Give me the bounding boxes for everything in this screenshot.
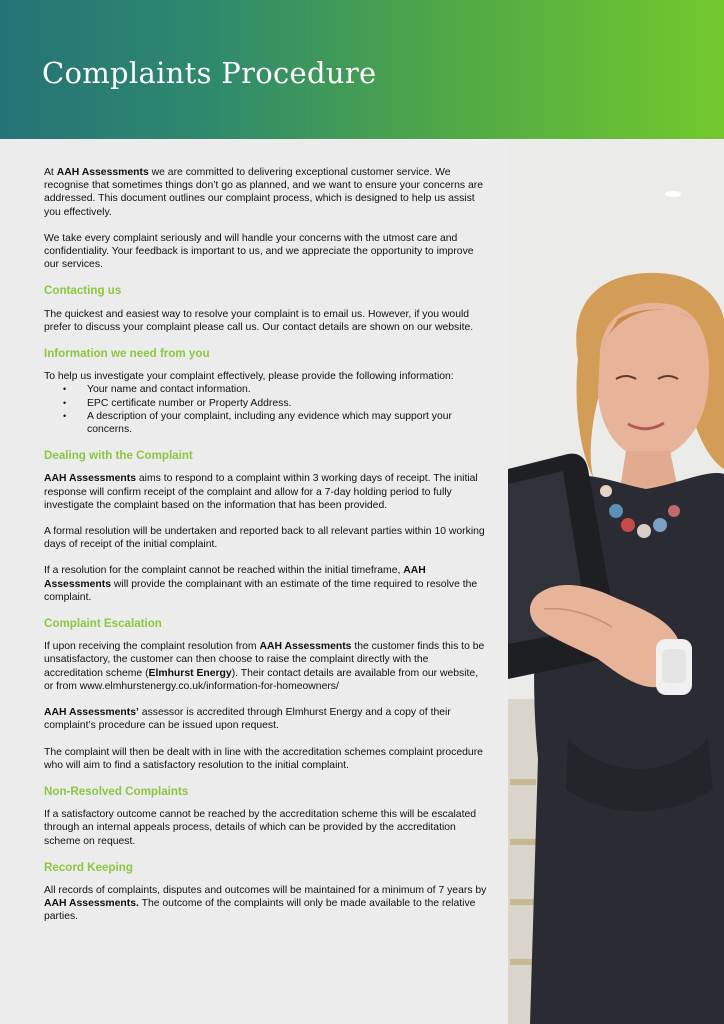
dealing-paragraph-2: A formal resolution will be undertaken and reported back to all relevant parties within 10 working days of receipt of the initial complaint. bbox=[44, 526, 485, 551]
section-heading-dealing: Dealing with the Complaint bbox=[44, 449, 193, 463]
header-banner bbox=[0, 0, 724, 139]
section-heading-nonresolved: Non-Resolved Complaints bbox=[44, 784, 189, 798]
section-heading-information: Information we need from you bbox=[44, 347, 210, 361]
list-item: • EPC certificate number or Property Address. bbox=[44, 397, 490, 410]
intro-paragraph-2: We take every complaint seriously and will handle your concerns with the utmost care and confidentiality. Your feedback is important to us, and we appreciate the opportunity to improve our services. bbox=[44, 232, 474, 271]
contacting-paragraph: The quickest and easiest way to resolve your complaint is to email us. However, if you would prefer to discuss your complaint please call us. Our contact details are shown on our website. bbox=[44, 308, 474, 333]
complaints-document bbox=[44, 166, 490, 937]
section-heading-escalation: Complaint Escalation bbox=[44, 617, 162, 631]
information-intro: To help us investigate your complaint effectively, please provide the following information: bbox=[44, 371, 454, 383]
escalation-paragraph-2: AAH Assessments’ assessor is accredited through Elmhurst Energy and a copy of their complaint’s procedure can be issued upon request. bbox=[44, 707, 451, 732]
section-heading-records: Record Keeping bbox=[44, 860, 133, 874]
company-name: AAH Assessments bbox=[56, 167, 149, 178]
list-item: • A description of your complaint, including any evidence which may support your concerns. bbox=[44, 410, 490, 436]
list-item: • Your name and contact information. bbox=[44, 383, 490, 396]
information-list bbox=[44, 383, 490, 436]
escalation-paragraph-1: If upon receiving the complaint resolution from AAH Assessments the customer finds this to be unsatisfactory, the customer can then choose to raise the complaint directly with the accreditation scheme (Elmhurst Energy). Their contact details are available from our website, or from www.elmhurstenergy.co.uk/information-for-homeowners/ bbox=[44, 641, 485, 692]
assessor-photo bbox=[508, 139, 724, 1024]
records-paragraph: All records of complaints, disputes and outcomes will be maintained for a minimum of 7 years by AAH Assessments. The outcome of the complaints will only be made available to the relative parties. bbox=[44, 884, 487, 923]
section-heading-contacting: Contacting us bbox=[44, 284, 122, 298]
nonresolved-paragraph: If a satisfactory outcome cannot be reached by the accreditation scheme this will be escalated through an internal appeals process, details of which can be provided by the accreditation scheme on request. bbox=[44, 809, 477, 847]
escalation-paragraph-3: The complaint will then be dealt with in line with the accreditation schemes complaint procedure who will aim to find a satisfactory resolution to the initial complaint. bbox=[44, 746, 483, 771]
dealing-paragraph-3: If a resolution for the complaint cannot be reached within the initial timeframe, AAH Assessments will provide the complainant with an estimate of the time required to resolve the complaint. bbox=[44, 565, 478, 603]
page-title: Complaints Procedure bbox=[42, 56, 377, 90]
intro-paragraph-1: At AAH Assessments we are committed to delivering exceptional customer service. We recognise that sometimes things don’t go as planned, and we want to ensure your concerns are addressed. This document outlines our complaint process, which is designed to help us assist you effectively. bbox=[44, 167, 483, 218]
dealing-paragraph-1: AAH Assessments aims to respond to a complaint within 3 working days of receipt. The initial response will confirm receipt of the complaint and allow for a 7-day holding period to fully investigate the complaint based on the information that has been provided. bbox=[44, 473, 478, 511]
